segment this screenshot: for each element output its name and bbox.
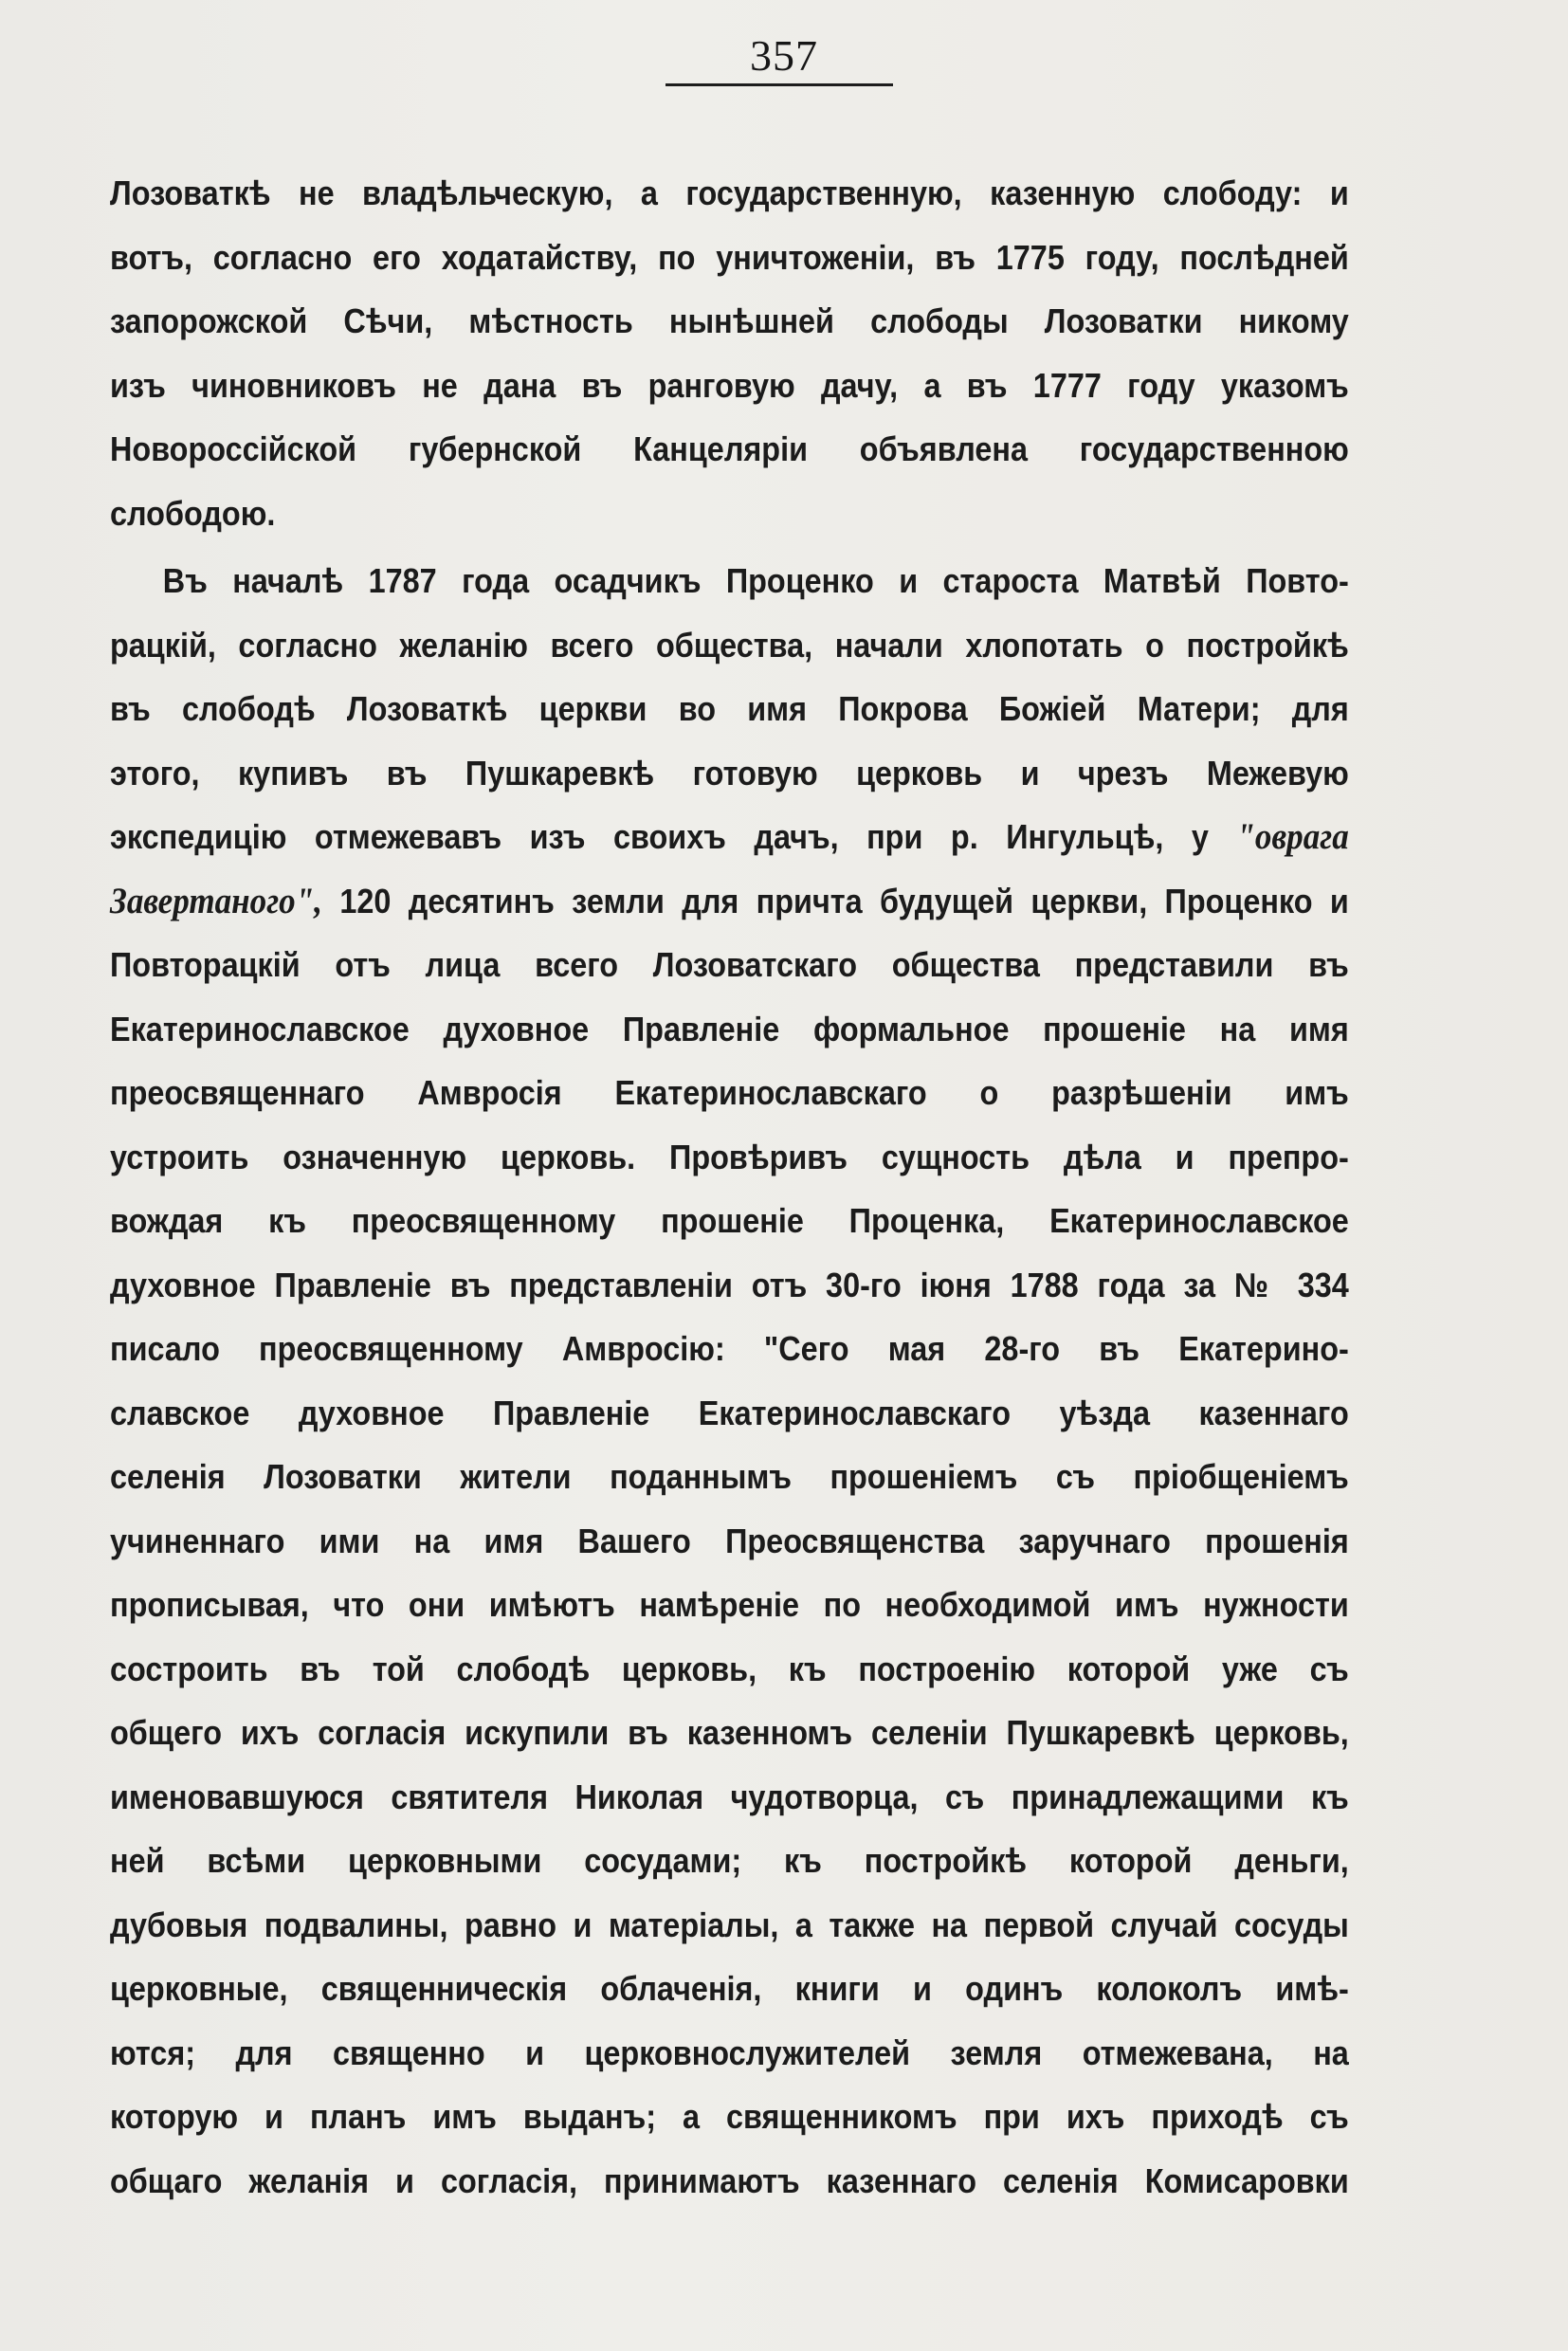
- text-segment: экспедицію отмежевавъ изъ своихъ дачъ, при р. Ингульцѣ, у: [110, 817, 1209, 856]
- text-line: селенія Лозоватки жители поданнымъ прошеніемъ съ пріобщеніемъ: [110, 1457, 1349, 1496]
- text-line: дубовыя подвалины, равно и матеріалы, а также на первой случай сосуды: [110, 1904, 1349, 1944]
- text-line: общего ихъ согласія искупили въ казенномъ селеніи Пушкаревкѣ церковь,: [110, 1713, 1349, 1752]
- text-line: рацкій, согласно желанію всего общества, начали хлопотать о постройкѣ: [110, 625, 1349, 665]
- text-line: вотъ, согласно его ходатайству, по уничтоженіи, въ 1775 году, послѣдней: [110, 237, 1349, 277]
- text-line: Повторацкій отъ лица всего Лозоватскаго общества представили въ: [110, 945, 1349, 984]
- text-line: прописывая, что они имѣютъ намѣреніе по необходимой имъ нужности: [110, 1585, 1349, 1624]
- text-line: преосвященнаго Амвросія Екатеринославскаго о разрѣшеніи имъ: [110, 1073, 1349, 1112]
- italic-phrase: "оврага: [1236, 816, 1349, 857]
- text-line: именовавшуюся святителя Николая чудотворца, съ принадлежащими къ: [110, 1777, 1349, 1816]
- page-number: 357: [750, 31, 818, 80]
- text-line: Екатеринославское духовное Правленіе формальное прошеніе на имя: [110, 1009, 1349, 1048]
- paragraph-first-line: Въ началѣ 1787 года осадчикъ Проценко и староста Матвѣй Повто-: [162, 561, 1349, 600]
- text-line: которую и планъ имъ выданъ; а священникомъ при ихъ приходѣ съ: [110, 2097, 1349, 2136]
- text-line: Лозоваткѣ не владѣльческую, а государственную, казенную слободу: и: [110, 173, 1349, 212]
- text-line: слободою.: [110, 493, 276, 533]
- text-line: устроить означенную церковь. Провѣривъ сущность дѣла и препро-: [110, 1137, 1349, 1176]
- header-rule: [665, 83, 893, 86]
- italic-phrase: Завертаного",: [110, 880, 322, 921]
- text-line: въ слободѣ Лозоваткѣ церкви во имя Покрова Божіей Матери; для: [110, 689, 1349, 728]
- text-line: запорожской Сѣчи, мѣстность нынѣшней слободы Лозоватки никому: [110, 301, 1349, 340]
- text-line: изъ чиновниковъ не дана въ ранговую дачу, а въ 1777 году указомъ: [110, 365, 1349, 405]
- text-line: славское духовное Правленіе Екатеринославскаго уѣзда казеннаго: [110, 1393, 1349, 1432]
- text-line: состроить въ той слободѣ церковь, къ построенію которой уже съ: [110, 1649, 1349, 1688]
- text-line: учиненнаго ими на имя Вашего Преосвященства заручнаго прошенія: [110, 1521, 1349, 1560]
- text-line: церковные, священническія облаченія, книги и одинъ колоколъ имѣ-: [110, 1969, 1349, 2008]
- page-header: [0, 28, 1568, 83]
- text-line: общаго желанія и согласія, принимаютъ казеннаго селенія Комисаровки: [110, 2160, 1349, 2200]
- text-line-with-italic: [110, 805, 1349, 869]
- text-line: духовное Правленіе въ представленіи отъ 30-го іюня 1788 года за № 334: [110, 1265, 1349, 1304]
- text-line: ней всѣми церковными сосудами; къ постройкѣ которой деньги,: [110, 1841, 1349, 1880]
- text-line: ются; для священно и церковнослужителей земля отмежевана, на: [110, 2032, 1349, 2072]
- text-line-with-italic: [110, 869, 1349, 934]
- text-segment: 120 десятинъ земли для причта будущей церкви, Проценко и: [339, 881, 1349, 920]
- text-line: писало преосвященному Амвросію: "Сего мая 28-го въ Екатерино-: [110, 1329, 1349, 1368]
- text-line: этого, купивъ въ Пушкаревкѣ готовую церковь и чрезъ Межевую: [110, 753, 1349, 793]
- text-line: вождая къ преосвященному прошеніе Проценка, Екатеринославское: [110, 1201, 1349, 1240]
- text-line: Новороссійской губернской Канцеляріи объявлена государственною: [110, 429, 1349, 468]
- body-text: [110, 161, 1349, 2213]
